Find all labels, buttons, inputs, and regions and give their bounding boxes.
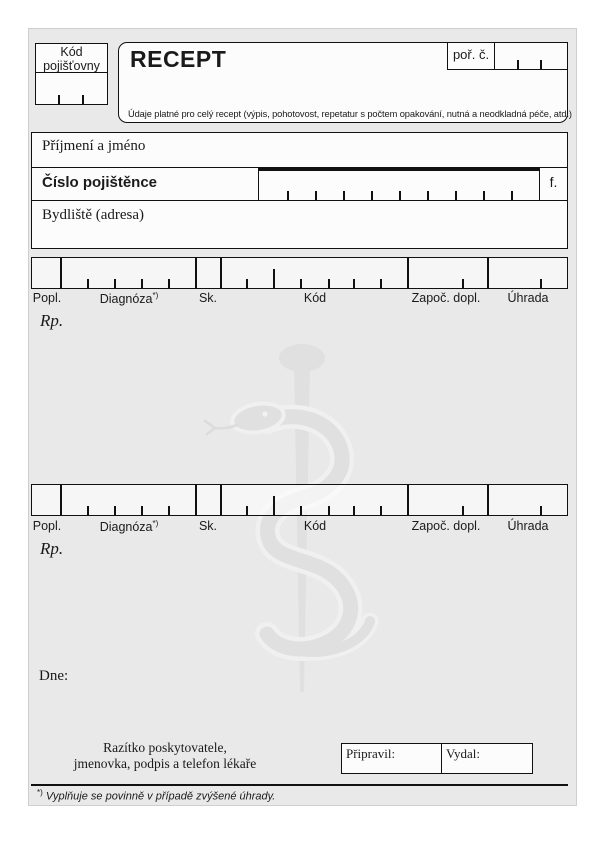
insured-number-label: Číslo pojištěnce bbox=[32, 168, 259, 200]
sk-label: Sk. bbox=[198, 519, 218, 533]
prepared-field[interactable]: Připravil: bbox=[342, 744, 442, 773]
header-note: Údaje platné pro celý recept (výpis, pohotovost, repetatur s počtem opakování, nutná a neodkladná péče, atd.) bbox=[128, 109, 572, 119]
strip-labels-1 bbox=[29, 291, 578, 307]
insured-number-row bbox=[32, 168, 567, 201]
popl-label: Popl. bbox=[32, 519, 62, 533]
patient-name-label: Příjmení a jméno bbox=[42, 138, 146, 154]
patient-address-field[interactable] bbox=[32, 201, 567, 248]
date-label: Dne: bbox=[39, 668, 69, 684]
serial-number-box bbox=[447, 42, 568, 70]
kod-label: Kód bbox=[303, 519, 327, 533]
f-cell: f. bbox=[549, 174, 558, 190]
stamp-line-2: jmenovka, podpis a telefon lékaře bbox=[73, 755, 257, 771]
serial-number-label: poř. č. bbox=[448, 43, 495, 69]
zapoc-dopl-label: Započ. dopl. bbox=[411, 291, 481, 305]
charge-strip-1[interactable] bbox=[31, 257, 568, 289]
patient-name-field[interactable] bbox=[32, 133, 567, 168]
insurer-code-box bbox=[35, 43, 108, 105]
issued-field[interactable]: Vydal: bbox=[446, 746, 480, 761]
diagnoza-label: Diagnóza*) bbox=[99, 519, 159, 535]
popl-label: Popl. bbox=[32, 291, 62, 305]
rp-label-1: Rp. bbox=[40, 311, 64, 330]
rp-label-2: Rp. bbox=[40, 539, 64, 558]
serial-number-input[interactable] bbox=[495, 43, 567, 69]
insured-number-input[interactable] bbox=[259, 168, 540, 200]
strip-labels-2 bbox=[29, 519, 578, 535]
footnote-marker: *) bbox=[37, 788, 43, 797]
patient-box bbox=[31, 132, 568, 249]
footnote bbox=[37, 788, 275, 803]
uhrada-label: Úhrada bbox=[507, 519, 549, 533]
form-title: RECEPT bbox=[130, 46, 227, 72]
stamp-instructions bbox=[36, 740, 294, 771]
prepared-issued-box bbox=[341, 743, 533, 774]
prescription-form bbox=[28, 28, 577, 806]
insurer-code-label: Kód pojišťovny bbox=[43, 45, 100, 73]
insurer-code-input[interactable] bbox=[36, 72, 107, 104]
footnote-text: Vyplňuje se povinně v případě zvýšené úhrady. bbox=[45, 790, 276, 803]
footnote-ref: *) bbox=[152, 291, 159, 300]
charge-strip-2[interactable] bbox=[31, 484, 568, 516]
diagnoza-label: Diagnóza*) bbox=[99, 291, 159, 307]
sk-label: Sk. bbox=[198, 291, 218, 305]
footer-divider bbox=[31, 784, 568, 786]
kod-label: Kód bbox=[303, 291, 327, 305]
footnote-ref: *) bbox=[152, 519, 159, 528]
zapoc-dopl-label: Započ. dopl. bbox=[411, 519, 481, 533]
uhrada-label: Úhrada bbox=[507, 291, 549, 305]
patient-address-label: Bydliště (adresa) bbox=[42, 207, 145, 223]
stamp-line-1: Razítko poskytovatele, bbox=[103, 740, 227, 755]
